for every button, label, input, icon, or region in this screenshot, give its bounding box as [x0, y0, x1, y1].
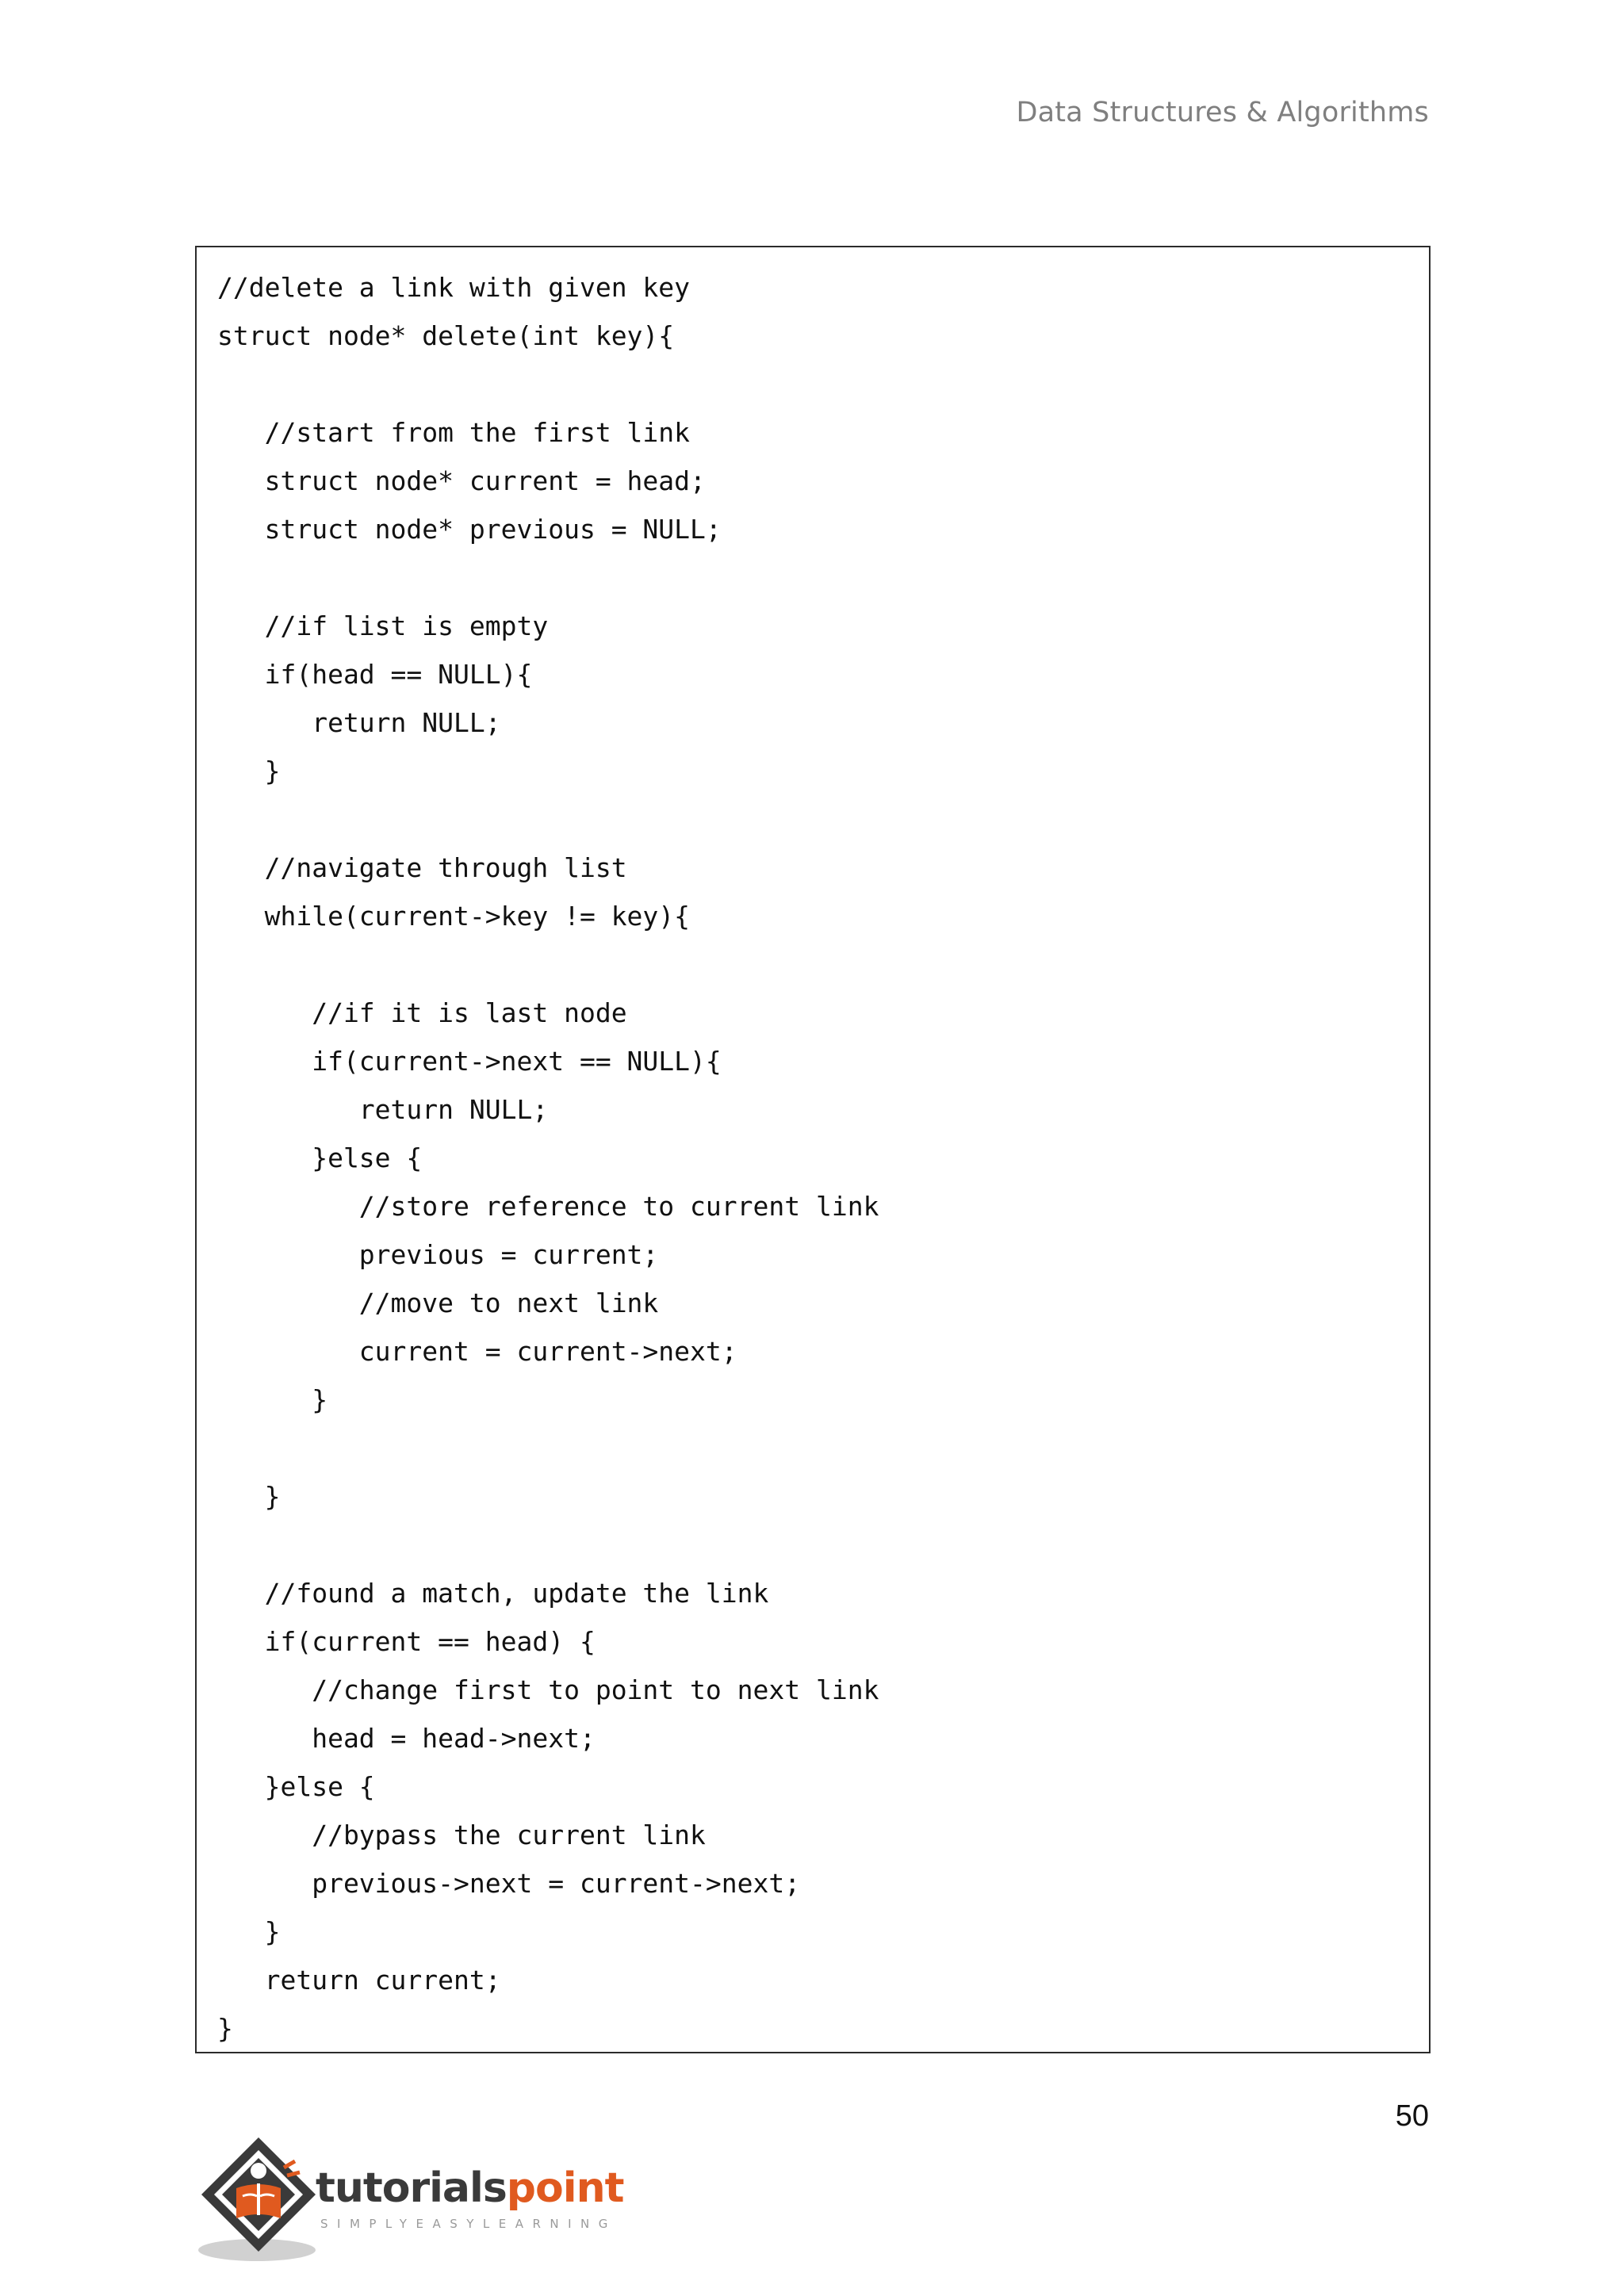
code-line [217, 360, 1429, 408]
tutorialspoint-logo [195, 2131, 639, 2266]
code-line: } [217, 2013, 233, 2044]
code-line: //bypass the current link [217, 1820, 706, 1850]
code-line: } [217, 1916, 281, 1947]
code-block [195, 246, 1431, 2053]
code-line: if(head == NULL){ [217, 659, 533, 690]
code-line: struct node* current = head; [217, 465, 706, 496]
page-number: 50 [1395, 2099, 1429, 2133]
code-line: //store reference to current link [217, 1191, 879, 1222]
code-line: //delete a link with given key [217, 272, 691, 303]
code-line: while(current->key != key){ [217, 901, 691, 932]
code-line: previous->next = current->next; [217, 1868, 801, 1899]
code-line: return NULL; [217, 1094, 549, 1125]
tutorialspoint-logo-icon [195, 2131, 322, 2266]
logo-tagline: SIMPLYEASYLEARNING [320, 2217, 617, 2231]
code-line: previous = current; [217, 1239, 659, 1270]
code-line: } [217, 756, 281, 786]
code-line: struct node* delete(int key){ [217, 320, 675, 351]
running-header: Data Structures & Algorithms [1016, 97, 1429, 128]
logo-word-accent: point [506, 2164, 624, 2212]
code-line: }else { [217, 1142, 423, 1173]
code-line: //move to next link [217, 1288, 659, 1318]
code-line [217, 795, 1429, 844]
code-line [217, 1521, 1429, 1569]
code-line: //change first to point to next link [217, 1674, 879, 1705]
code-line: //if it is last node [217, 997, 627, 1028]
code-line: } [217, 1384, 328, 1415]
code-line [217, 553, 1429, 602]
code-line: //found a match, update the link [217, 1578, 769, 1609]
code-line: //start from the first link [217, 417, 691, 448]
code-line: } [217, 1481, 281, 1512]
code-line: return current; [217, 1965, 501, 1996]
logo-word-dark: tutorials [316, 2164, 507, 2212]
code-line [217, 940, 1429, 989]
code-line: }else { [217, 1771, 375, 1802]
code-line: //navigate through list [217, 852, 627, 883]
code-line: return NULL; [217, 707, 501, 738]
code-line: struct node* previous = NULL; [217, 514, 722, 545]
code-line: if(current == head) { [217, 1626, 596, 1657]
code-line: head = head->next; [217, 1723, 596, 1754]
code-line: current = current->next; [217, 1336, 737, 1367]
code-line: if(current->next == NULL){ [217, 1046, 722, 1077]
code-line [217, 1424, 1429, 1472]
logo-wordmark [316, 2164, 623, 2212]
code-line: //if list is empty [217, 610, 549, 641]
